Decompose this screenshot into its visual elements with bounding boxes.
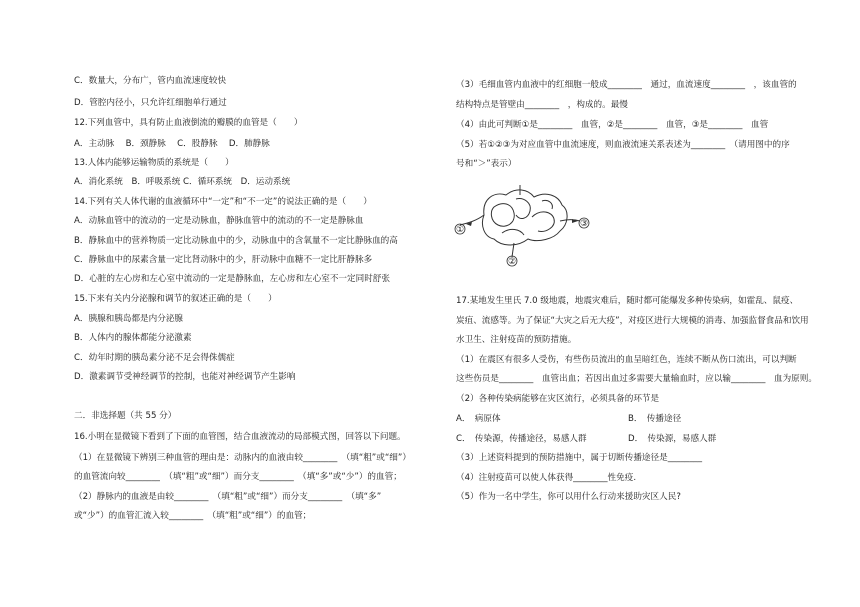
q17-part4: （4）注射疫苗可以使人体获得________性免疫.	[456, 473, 637, 483]
q17-part1-line2: 这些伤员是________ 血管出血；若因出血过多需要大量输血时，应以输________ 血为原则。	[456, 374, 817, 384]
q16-part4: （4）由此可判断①是________ 血管，②是________ 血管，③是________ 血管	[456, 120, 769, 130]
q16-part1-line1: （1）在显微镜下辨别三种血管的理由是：动脉内的血液由较________ （填“粗”或“细”）	[74, 453, 411, 463]
artery-line	[460, 215, 484, 225]
q16-part5-line1: （5）若①②③为对应血管中血流速度，则血液流速关系表述为________ （请用图中的序	[456, 140, 790, 150]
q16-part3-line1: （3）毛细血管内血液中的红细胞一般成________ 通过，血流速度________ ，该血管的	[456, 80, 797, 90]
q17-part3: （3）上述资料提到的预防措施中，属于切断传播途径是________	[456, 453, 703, 463]
section-heading: 二．非选择题（共 55 分）	[74, 411, 177, 421]
q17-option-d: D． 传染源，易感人群	[628, 434, 717, 444]
q15-option-c: C．幼年时期的胰岛素分泌不足会得侏儒症	[74, 353, 235, 363]
q16-part2-line2: 或“少”）的血管汇流入较________ （填“粗”或“细”）的血管；	[74, 511, 312, 521]
q14-option-c: C．静脉血中的尿素含量一定比肾动脉中的少，肝动脉中血糖不一定比肝静脉多	[74, 255, 373, 265]
q13-stem: 13.人体内能够运输物质的系统是（ ）	[74, 158, 234, 168]
blood-vessel-diagram	[454, 177, 594, 267]
q17-stem-line2: 炭疽、流感等。为了保证“大灾之后无大疫”，对疫区进行大规模的消毒、加强监督食品和饮用	[456, 316, 809, 326]
q17-part1-line1: （1）在震区有很多人受伤，有些伤员流出的血呈暗红色，连续不断从伤口流出，可以判断	[456, 355, 797, 365]
q17-option-b: B． 传播途径	[628, 414, 682, 424]
q15-option-b: B．人体内的腺体都能分泌激素	[74, 333, 192, 343]
label-1: ①	[455, 225, 465, 235]
q15-option-d: D．激素调节受神经调节的控制，也能对神经调节产生影响	[74, 372, 296, 382]
q17-stem-line1: 17.某地发生里氏 7.0 级地震，地震灾难后，随时都可能爆发多种传染病，如霍乱、鼠疫、	[456, 296, 799, 306]
q17-option-c: C． 传染源，传播途径，易感人群	[456, 434, 587, 444]
q17-stem-line3: 水卫生、注射疫苗的预防措施。	[456, 335, 577, 345]
q14-stem: 14.下列有关人体代谢的血液循环中“一定”和“不一定”的说法正确的是（ ）	[74, 197, 372, 207]
q11-option-c: C．数量大，分布广，管内血流速度较快	[74, 76, 227, 86]
q16-stem: 16.小明在显微镜下看到了下面的血管图，结合血液流动的局部模式图，回答以下问题。	[74, 432, 406, 442]
label-2: ②	[507, 257, 517, 267]
q15-option-a: A．胰腺和胰岛都是内分泌腺	[74, 314, 184, 324]
q17-part2-stem: （2）各种传染病能够在灾区流行，必须具备的环节是	[456, 394, 660, 404]
q16-part5-line2: 号和“＞”表示）	[456, 159, 517, 169]
q12-options: A．主动脉 B．颈静脉 C．股静脉 D．肺静脉	[74, 139, 270, 149]
q14-option-d: D．心脏的左心房和左心室中流动的一定是静脉血，左心房和左心室不一定同时舒张	[74, 274, 390, 284]
q13-options: A．消化系统 B．呼吸系统 C．循环系统 D．运动系统	[74, 177, 291, 187]
q17-option-a: A． 病原体	[456, 414, 501, 424]
q16-part3-line2: 结构特点是管壁由________ ，构成的。最慢	[456, 100, 628, 110]
q16-part1-line2: 的血管流向较________ （填“粗”或“细”）而分支________ （填“多”或“少”）的血管；	[74, 472, 402, 482]
q11-option-d: D．管腔内径小，只允许红细胞单行通过	[74, 98, 227, 108]
q17-part5: （5）作为一名中学生，你可以用什么行动来援助灾区人民?	[456, 492, 681, 502]
q14-option-b: B．静脉血中的营养物质一定比动脉血中的少，动脉血中的含氧量不一定比静脉血的高	[74, 236, 398, 246]
label-3: ③	[579, 219, 589, 229]
q12-stem: 12.下列血管中，具有防止血液倒流的瓣膜的血管是（ ）	[74, 118, 303, 128]
q16-part2-line1: （2）静脉内的血液是由较________ （填“粗”或“细”）而分支________ （填“多”	[74, 492, 382, 502]
q15-stem: 15.下来有关内分泌腺和调节的叙述正确的是（ ）	[74, 294, 277, 304]
q14-option-a: A．动脉血管中的流动的一定是动脉血，静脉血管中的流动的不一定是静脉血	[74, 216, 364, 226]
